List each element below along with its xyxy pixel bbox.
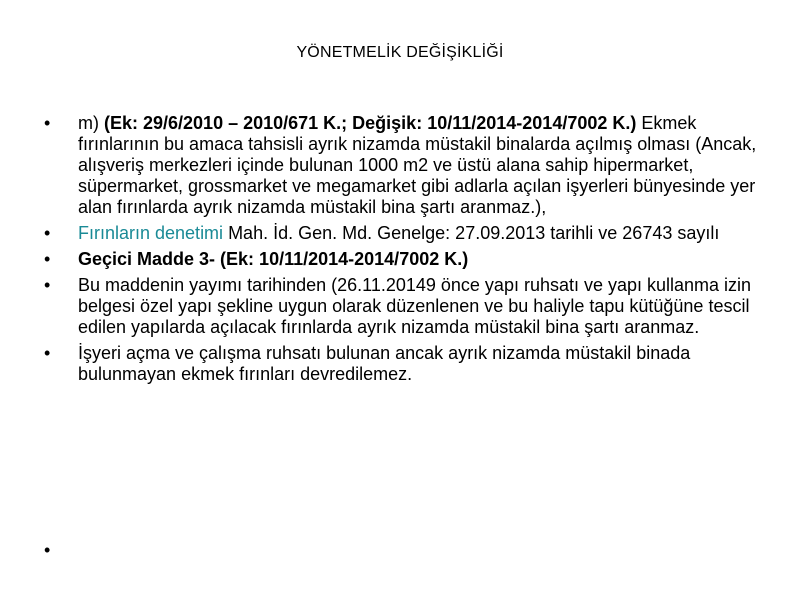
bullet-text: İşyeri açma ve çalışma ruhsatı bulunan ancak ayrık nizamda müstakil binada bulunmayan ekmek fırınları devredilemez. [78, 343, 691, 384]
bullet-text: Bu maddenin yayımı tarihinden (26.11.20149 önce yapı ruhsatı ve yapı kullanma izin belgesi özel yapı şekline uygun olarak düzenlenen ve bu haliyle tapu kütüğüne tescil edilen yapılarda açılacak fırınlarda ayrık nizamda müstakil bina şartı aranmaz. [78, 275, 752, 337]
bullet-item-temporary-article [0, 249, 800, 270]
bullet-glyph: • [44, 249, 51, 269]
bullet-glyph: • [44, 275, 51, 295]
empty-bullet: • [44, 540, 51, 560]
bullet-item-inspection [0, 223, 800, 244]
bullet-item-regulation-m [0, 113, 800, 218]
bullet-item-license-transfer [0, 343, 800, 385]
amendment-reference: (Ek: 29/6/2010 – 2010/671 K.; Değişik: 10/11/2014-2014/7002 K.) [104, 113, 637, 133]
bullet-item-publication-date [0, 275, 800, 338]
inspection-link[interactable]: Fırınların denetimi [78, 223, 224, 243]
bullet-prefix: m) [78, 113, 104, 133]
bullet-glyph: • [44, 113, 51, 133]
bullet-glyph: • [44, 343, 51, 363]
slide-title: YÖNETMELİK DEĞİŞİKLİĞİ [296, 44, 504, 61]
temporary-article-heading: Geçici Madde 3- (Ek: 10/11/2014-2014/7002 K.) [78, 249, 469, 269]
bullet-text: Mah. İd. Gen. Md. Genelge: 27.09.2013 tarihli ve 26743 sayılı [223, 223, 720, 243]
bullet-text: Ekmek fırınlarının bu amaca tahsisli ayrık nizamda müstakil binalarda açılmış olması (Ancak, alışveriş merkezleri içinde bulunan 1000 m2 ve üstü alana sahip hipermarket, süpermarket, grossmarket ve megamarket gibi adlarla açılan işyerleri bünyesinde yer alan fırınlarda ayrık nizamda müstakil bina şartı aranmaz.), [78, 113, 757, 217]
bullet-list [0, 113, 800, 390]
bullet-glyph: • [44, 223, 51, 243]
